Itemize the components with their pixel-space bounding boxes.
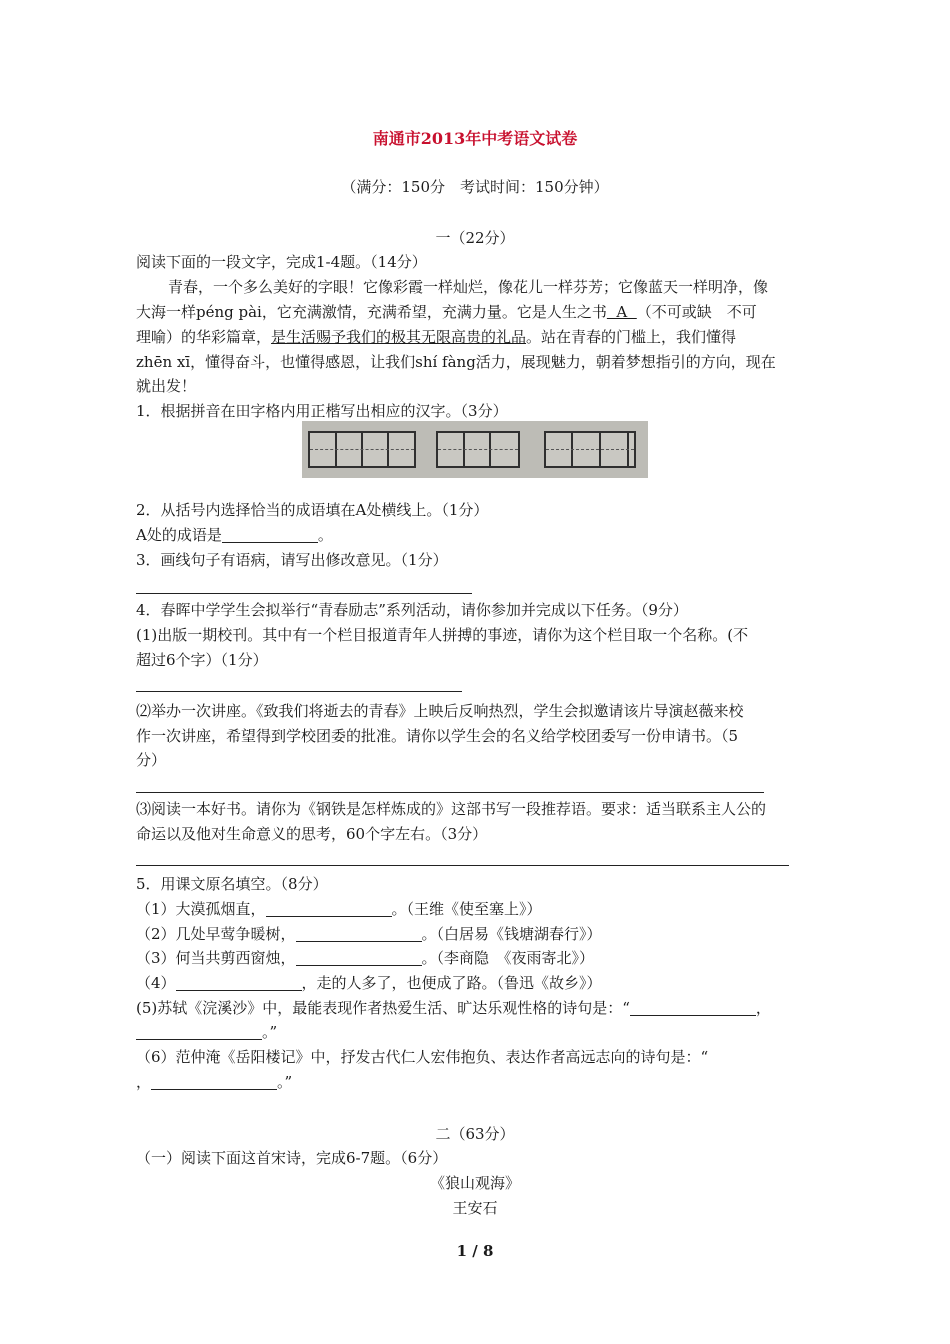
question-4-1-line-1: (1)出版一期校刊。其中有一个栏目报道青年人拼搏的事迹，请你为这个栏目取一个名称。(不	[136, 626, 749, 644]
question-4-1-line-2: 超过6个字）（1分）	[136, 651, 268, 669]
tianzige-box-3	[544, 431, 636, 468]
answer-line[interactable]	[136, 792, 764, 793]
question-4-2-line-2: 作一次讲座，希望得到学校团委的批准。请你以学生会的名义给学校团委写一份申请书。（5	[136, 727, 739, 745]
question-5-4: （4） ，走的人多了，也便成了路。（鲁迅《故乡》）	[136, 974, 602, 992]
part1-heading: 一（22分）	[435, 229, 515, 247]
question-4-2-line-1: ⑵举办一次讲座。《致我们将逝去的青春》上映后反响热烈，学生会拟邀请该片导演赵薇来校	[136, 702, 744, 720]
question-5-2: （2）几处早莺争暖树， 。（白居易《钱塘湖春行》）	[136, 925, 602, 943]
passage-line-1: 青春，一个多么美好的字眼！它像彩霞一样灿烂，像花儿一样芬芳；它像蓝天一样明净，像	[168, 278, 769, 296]
tianzige-box-1	[308, 431, 416, 468]
question-4: 4．春晖中学学生会拟举行“青春励志”系列活动，请你参加并完成以下任务。（9分）	[136, 601, 688, 619]
answer-blank[interactable]	[266, 900, 392, 917]
tianzige-box-2	[436, 431, 520, 468]
question-5-1: （1）大漠孤烟直， 。（王维《使至塞上》）	[136, 900, 542, 918]
page-number: 1 / 8	[456, 1242, 494, 1260]
question-4-3-line-1: ⑶阅读一本好书。请你为《钢铁是怎样炼成的》这部书写一段推荐语。要求：适当联系主人公的	[136, 800, 767, 818]
question-5: 5．用课文原名填空。（8分）	[136, 875, 328, 893]
question-3: 3．画线句子有语病，请写出修改意见。（1分）	[136, 551, 448, 569]
passage-line-5: 就出发！	[136, 377, 197, 395]
answer-blank[interactable]	[151, 1073, 277, 1090]
poem-author: 王安石	[452, 1199, 498, 1217]
answer-blank[interactable]	[222, 526, 318, 543]
answer-blank[interactable]	[176, 974, 302, 991]
poem-title: 《狼山观海》	[429, 1174, 520, 1192]
part1-intro: 阅读下面的一段文字，完成1-4题。（14分）	[136, 253, 427, 271]
answer-blank[interactable]	[136, 1023, 262, 1040]
answer-blank[interactable]	[630, 999, 756, 1016]
exam-title: 南通市2013年中考语文试卷	[372, 129, 578, 148]
answer-line[interactable]	[136, 691, 462, 692]
passage-line-2: 大海一样péng pài，它充满激情，充满希望，充满力量。它是人生之书 A （不可或缺 不可	[136, 303, 757, 321]
underlined-sentence: 是生活赐予我们的极其无限高贵的礼品	[271, 328, 527, 346]
answer-blank[interactable]	[296, 949, 422, 966]
question-5-6-line-2: ， 。”	[136, 1073, 293, 1091]
part2-heading: 二（63分）	[435, 1125, 515, 1143]
question-5-6-line-1: （6）范仲淹《岳阳楼记》中，抒发古代仁人宏伟抱负、表达作者高远志向的诗句是：“	[136, 1048, 709, 1066]
part2-intro: （一）阅读下面这首宋诗，完成6-7题。（6分）	[136, 1149, 448, 1167]
question-5-5-line-1: (5)苏轼《浣溪沙》中，最能表现作者热爱生活、旷达乐观性格的诗句是：“ ，	[136, 999, 771, 1017]
answer-line[interactable]	[136, 593, 472, 594]
passage-line-4: zhēn xī，懂得奋斗，也懂得感恩，让我们shí fàng活力，展现魅力，朝着梦想指引的方向，现在	[136, 353, 776, 371]
exam-meta: （满分：150分 考试时间：150分钟）	[341, 178, 609, 196]
question-5-3: （3）何当共剪西窗烛， 。（李商隐 《夜雨寄北》）	[136, 949, 595, 967]
tianzige-grid-image	[302, 421, 648, 478]
question-1: 1．根据拼音在田字格内用正楷写出相应的汉字。（3分）	[136, 402, 508, 420]
question-5-5-line-2: 。”	[136, 1020, 277, 1044]
question-4-2-line-3: 分）	[136, 751, 167, 769]
answer-line[interactable]	[136, 865, 789, 866]
answer-blank[interactable]	[296, 925, 422, 942]
blank-a: A	[606, 303, 637, 321]
passage-line-3: 理喻）的华彩篇章，是生活赐予我们的极其无限高贵的礼品。站在青春的门槛上，我们懂得	[136, 328, 737, 346]
question-2-answer: A处的成语是 。	[136, 526, 333, 544]
question-2: 2．从括号内选择恰当的成语填在A处横线上。（1分）	[136, 501, 489, 519]
question-4-3-line-2: 命运以及他对生命意义的思考，60个字左右。（3分）	[136, 825, 488, 843]
